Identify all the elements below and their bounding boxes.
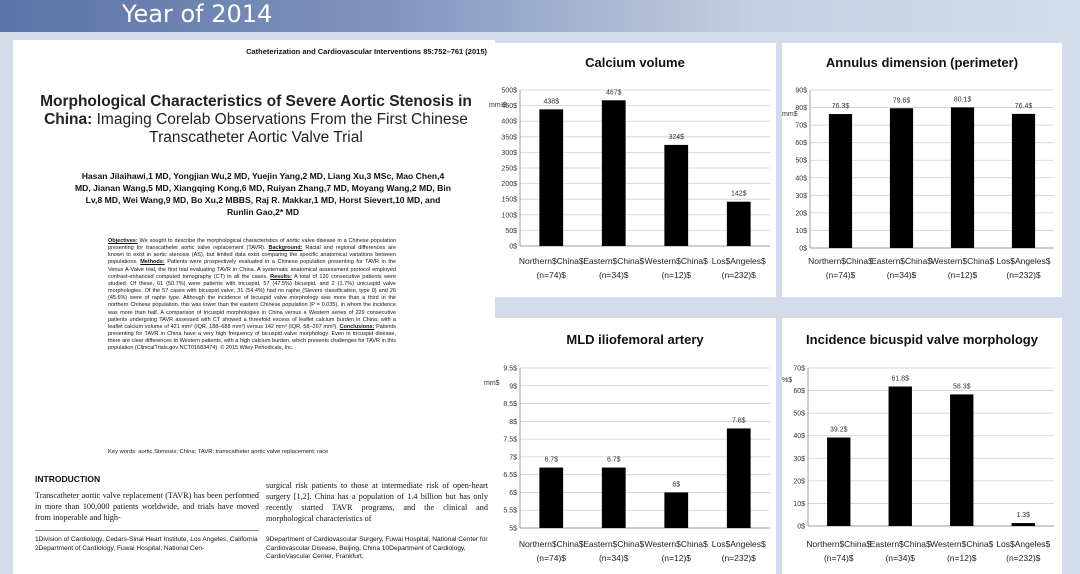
y-axis-label: mm$ (782, 111, 798, 118)
category-label: Eastern$China$ (583, 539, 645, 549)
tick-label: 50$ (793, 410, 805, 418)
data-label: 79.6$ (892, 97, 911, 105)
tick-label: 30$ (793, 455, 805, 463)
footnote-left: 1Division of Cardiology, Cedars-Sinai Heart Institute, Los Angeles, California 2Department of Cardiology, Fuwai Hospital, National Cen- (35, 536, 258, 552)
paper-title (31, 93, 481, 147)
tick-label: 150$ (501, 196, 517, 204)
tick-label: 350$ (501, 134, 517, 142)
data-label: 467$ (605, 89, 622, 97)
paper-authors: Hasan Jilaihawi,1 MD, Yongjian Wu,2 MD, Yuejin Yang,2 MD, Liang Xu,3 MSc, Mao Chen,4 MD, Jianan Wang,5 MD, Xiangqing Kong,6 MD, Ruiyan Zhang,7 MD, Moyang Wang,2 MD, Bin Lv,8 MD, Wei Wang,9 MD, Bo Xu,2 MBBS, Raj R. Makkar,1 MD, Horst Sievert,10 MD, and Runlin Gao,2* MD (74, 171, 452, 217)
chart-title: MLD iliofemoral artery (566, 332, 704, 347)
category-label: (n=12)$ (946, 553, 977, 563)
bar (890, 108, 913, 248)
category-label: (n=74)$ (825, 270, 856, 280)
category-label: (n=34)$ (598, 553, 629, 563)
category-label: (n=74)$ (823, 553, 854, 563)
tick-label: 0$ (799, 245, 807, 253)
tick-label: 200$ (501, 181, 517, 189)
abstract-text: Patients presenting for TAVR in China have a very high frequency of bicuspid valve morphology. Even in tricuspid disease, there are clear differences to Western patients, with a high calcium burden, which presents challenges for TAVR in this population (ClinicalTrials.gov NCT01683474). © 2015 Wiley Periodicals, Inc. (108, 323, 397, 352)
category-label: Western$China$ (930, 256, 995, 266)
abstract-label: Conclusions: (339, 323, 375, 330)
footnote-divider (35, 530, 259, 531)
category-label: Western$China$ (930, 539, 994, 549)
bar (602, 468, 626, 528)
tick-label: 9$ (509, 383, 517, 391)
tick-label: 70$ (795, 122, 807, 130)
y-axis-label: %$ (782, 377, 793, 384)
category-label: Eastern$China$ (583, 256, 645, 266)
tick-label: 30$ (795, 192, 807, 200)
category-label: Eastern$China$ (869, 539, 931, 549)
tick-label: 10$ (793, 500, 805, 508)
intro-heading: INTRODUCTION (35, 474, 101, 484)
tick-label: 450$ (501, 103, 517, 111)
category-label: Northern$China$ (518, 539, 584, 549)
category-label: Northern$China$ (808, 256, 873, 266)
tick-label: 20$ (795, 210, 807, 218)
category-label: (n=34)$ (598, 270, 629, 280)
category-label: (n=74)$ (536, 270, 567, 280)
category-label: Eastern$China$ (871, 256, 932, 266)
data-label: 76.4$ (1014, 102, 1033, 110)
chart-title: Incidence bicuspid valve morphology (806, 332, 1038, 347)
data-label: 39.2$ (829, 426, 848, 434)
category-label: Los$Angeles$ (711, 256, 766, 266)
abstract-label: Background: (268, 245, 303, 252)
category-label: (n=12)$ (661, 553, 692, 563)
bar (727, 428, 751, 528)
tick-label: 50$ (795, 157, 807, 165)
abstract-label: Methods: (140, 259, 165, 266)
chart-svg (484, 318, 776, 574)
category-label: Los$Angeles$ (711, 539, 766, 549)
category-label: Los$Angeles$ (996, 539, 1051, 549)
tick-label: 7$ (509, 454, 517, 462)
category-label: Northern$China$ (518, 256, 584, 266)
data-label: 324$ (668, 133, 685, 141)
tick-label: 10$ (795, 227, 807, 235)
data-label: 6.7$ (544, 456, 559, 464)
category-label: Los$Angeles$ (996, 256, 1051, 266)
category-label: Northern$China$ (806, 539, 872, 549)
bar (829, 114, 852, 248)
abstract-text: We sought to describe the morphological characteristics of aortic valve disease in a Chinese population presenting for transcatheter aortic valve replacement (TAVR). (108, 238, 396, 252)
bar (950, 394, 973, 526)
tick-label: 6.5$ (503, 472, 517, 480)
bar (1012, 114, 1035, 248)
chart-title: Calcium volume (585, 55, 685, 70)
chart-bicuspid-incidence (782, 318, 1062, 574)
bar (664, 145, 688, 246)
bar (539, 468, 563, 528)
bar (1012, 523, 1035, 526)
category-label: (n=232)$ (721, 553, 756, 563)
tick-label: 100$ (501, 212, 517, 220)
paper-title-bold: Morphological Characteristics of Severe Aortic Stenosis in China: (40, 93, 472, 128)
abstract-label: Objectives: (108, 238, 138, 244)
y-axis-label: mm³$ (489, 102, 507, 109)
category-label: (n=232)$ (1006, 553, 1041, 563)
tick-label: 60$ (795, 140, 807, 148)
tick-label: 0$ (797, 523, 805, 531)
data-label: 142$ (730, 190, 747, 198)
tick-label: 7.5$ (503, 436, 517, 444)
tick-label: 300$ (501, 149, 517, 157)
abstract-text: Racial and regional differences are known to exist in aortic stenosis (AS), but limited data exist comparing the specific anatomical variations between populations. (108, 245, 396, 266)
chart-svg (782, 43, 1062, 297)
data-label: 6$ (672, 481, 681, 489)
tick-label: 400$ (501, 118, 517, 126)
chart-title: Annulus dimension (perimeter) (825, 55, 1019, 70)
data-label: 61.8$ (891, 375, 910, 383)
bar (664, 492, 688, 528)
tick-label: 8$ (509, 418, 517, 426)
bar (602, 100, 626, 246)
tick-label: 250$ (501, 165, 517, 173)
chart-mld-iliofemoral (484, 318, 776, 574)
bar (889, 387, 912, 526)
bar (727, 202, 751, 246)
page-title: Year of 2014 (122, 0, 273, 28)
tick-label: 6$ (509, 489, 517, 497)
chart-annulus-dimension (782, 43, 1062, 297)
bar (827, 438, 850, 526)
tick-label: 5.5$ (503, 507, 517, 515)
category-label: Western$China$ (644, 256, 708, 266)
tick-label: 20$ (793, 478, 805, 486)
data-label: 76.3$ (831, 103, 850, 111)
journal-header: Catheterization and Cardiovascular Interventions 85:752–761 (2015) (246, 47, 487, 56)
category-label: (n=74)$ (536, 553, 567, 563)
tick-label: 70$ (793, 365, 805, 373)
data-label: 7.8$ (731, 417, 746, 425)
category-label: (n=232)$ (721, 270, 756, 280)
data-label: 6.7$ (606, 456, 621, 464)
category-label: Western$China$ (644, 539, 708, 549)
category-label: (n=12)$ (947, 270, 978, 280)
chart-svg (782, 318, 1062, 574)
category-label: (n=232)$ (1006, 270, 1041, 280)
tick-label: 0$ (509, 243, 517, 251)
abstract-text: Patients were prospectively evaluated in a Chinese population presenting for TAVR in the Venus A-Valve trial, the first trial evaluating TAVR in China. A systematic anatomical assessment protocol employed contrast-enhanced computed tomography (CT) in all the cases. (108, 259, 397, 280)
intro-column-right: surgical risk patients to those at intermediate risk of open-heart surgery [1,2]. China has a population of 1.4 billion but has only recently started TAVR programs, and the clinical and morphological characteristics of (266, 481, 488, 523)
tick-label: 40$ (793, 433, 805, 441)
paper-title-rest: Imaging Corelab Observations From the First Chinese Transcatheter Aortic Valve Trial (96, 111, 468, 146)
data-label: 58.3$ (952, 383, 971, 391)
tick-label: 40$ (795, 175, 807, 183)
tick-label: 90$ (795, 87, 807, 95)
intro-column-left: Transcatheter aortic valve replacement (TAVR) has been performed in more than 100,000 patients worldwide, and trials have moved from inoperable and high- (35, 491, 259, 522)
data-label: 1.3$ (1016, 512, 1031, 520)
chart-calcium-volume (489, 43, 776, 297)
y-axis-label: mm$ (484, 380, 500, 387)
tick-label: 500$ (501, 87, 517, 95)
category-label: (n=12)$ (661, 270, 692, 280)
data-label: 438$ (543, 98, 560, 106)
paper-abstract (108, 238, 396, 353)
abstract-label: Results: (270, 273, 292, 280)
chart-svg (489, 43, 776, 297)
tick-label: 8.5$ (503, 401, 517, 409)
category-label: (n=34)$ (885, 553, 916, 563)
tick-label: 60$ (793, 388, 805, 396)
category-label: (n=34)$ (886, 270, 917, 280)
tick-label: 5$ (509, 525, 517, 533)
bar (539, 109, 563, 246)
abstract-text: A total of 120 consecutive patients were studied. Of these, 61 (50.7%) were patients with tricuspid, 57 (47.5%) bicuspid, and 2 (1.7%) unicuspid valve morphologies. Of the 57 cases with bicuspid valve, 31 (54.4%) had no raphe (Sievers classification, type 0) and 26 (45.6%) were of raphe type. Although the incidence of bicuspid valve morphology was more than a third in the northern Chinese population, this was lower than the eastern Chinese population (P = 0.035), in whom the incidence was more than half. A comparison of tricuspid morphologies in China versus a Western series of 229 consecutive patients undergoing TAVR assessed with CT showed a threefold excess of leaflet calcium burden in China, with a leaflet calcium volume of 421 mm³ (IQR, 188–688 mm³) versus 142 mm³ (IQR, 58–267 mm³). (108, 273, 396, 330)
paper-page (13, 40, 495, 574)
paper-keywords: Key words: aortic Stenosis; China; TAVR; transcatheter aortic valve replacement; race (108, 449, 329, 455)
tick-label: 50$ (505, 227, 517, 235)
tick-label: 80$ (795, 105, 807, 113)
tick-label: 9.5$ (503, 365, 517, 373)
data-label: 80.1$ (953, 96, 972, 104)
footnote-right: 9Department of Cardiovascular Surgery, Fuwai Hospital, National Center for Cardiovascular Disease, Beijing, China 10Department of Cardiology, CardioVascular Center, Frankfurt, (266, 536, 488, 560)
bar (951, 107, 974, 248)
